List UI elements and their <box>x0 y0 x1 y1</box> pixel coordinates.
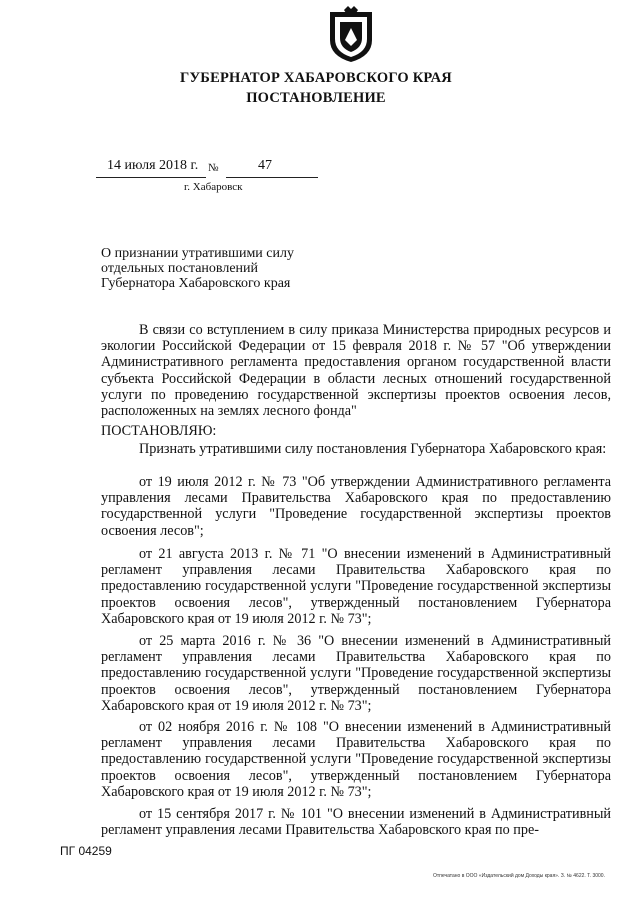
city: г. Хабаровск <box>184 181 243 193</box>
number-sign: № <box>208 162 219 174</box>
repealed-item: от 02 ноября 2016 г. № 108 "О внесении изменений в Административный регламент управления лесами Правительства Хабаровского края по предоставлению государственной услуги "Проведение государственной экспертизы проектов освоения лесов", утвержденный постановлением Губернатора Хабаровского края от 19 июля 2012 г. № 73"; <box>101 719 611 800</box>
printer-note: Отпечатано в ООО «Издательский дом Доходы края». З. № 4622. Т. 3000. <box>433 873 605 879</box>
recognize-paragraph: Признать утратившими силу постановления Губернатора Хабаровского края: <box>139 441 607 457</box>
coat-of-arms-emblem <box>326 6 376 64</box>
document-number: 47 <box>258 158 272 173</box>
repealed-item: от 25 марта 2016 г. № 36 "О внесении изменений в Административный регламент управления лесами Правительства Хабаровского края по предоставлению государственной услуги "Проведение государственной экспертизы проектов освоения лесов", утвержденный постановлением Губернатора Хабаровского края от 19 июля 2012 г. № 73"; <box>101 633 611 714</box>
form-code: ПГ 04259 <box>60 844 112 858</box>
number-underline <box>226 177 318 178</box>
repealed-item: от 15 сентября 2017 г. № 101 "О внесении изменений в Административный регламент управления лесами Правительства Хабаровского края по пре- <box>101 806 611 839</box>
authority-title: ГУБЕРНАТОР ХАБАРОВСКОГО КРАЯ <box>180 70 452 86</box>
preamble-paragraph: В связи со вступлением в силу приказа Министерства природных ресурсов и экологии Российской Федерации от 15 февраля 2018 г. № 57 "Об утверждении Административного регламента предоставления органом государственной власти субъекта Российской Федерации в области лесных отношений государственной услуги по проведению государственной экспертизы проектов освоения лесов, расположенных на землях лесного фонда" <box>101 322 611 420</box>
date-underline <box>96 177 206 178</box>
document-date: 14 июля 2018 г. <box>107 158 199 173</box>
repealed-item: от 21 августа 2013 г. № 71 "О внесении изменений в Административный регламент управления лесами Правительства Хабаровского края по предоставлению государственной услуги "Проведение государственной экспертизы проектов освоения лесов", утвержденный постановлением Губернатора Хабаровского края от 19 июля 2012 г. № 73"; <box>101 546 611 627</box>
repealed-item: от 19 июля 2012 г. № 73 "Об утверждении Административного регламента управления лесами Правительства Хабаровского края по предоставлению государственной услуги "Проведение государственной экспертизы проектов освоения лесов"; <box>101 474 611 539</box>
document-subject: О признании утратившими силу отдельных постановлений Губернатора Хабаровского края <box>101 246 294 291</box>
decree-word: ПОСТАНОВЛЯЮ: <box>101 423 217 439</box>
document-type: ПОСТАНОВЛЕНИЕ <box>246 90 386 106</box>
